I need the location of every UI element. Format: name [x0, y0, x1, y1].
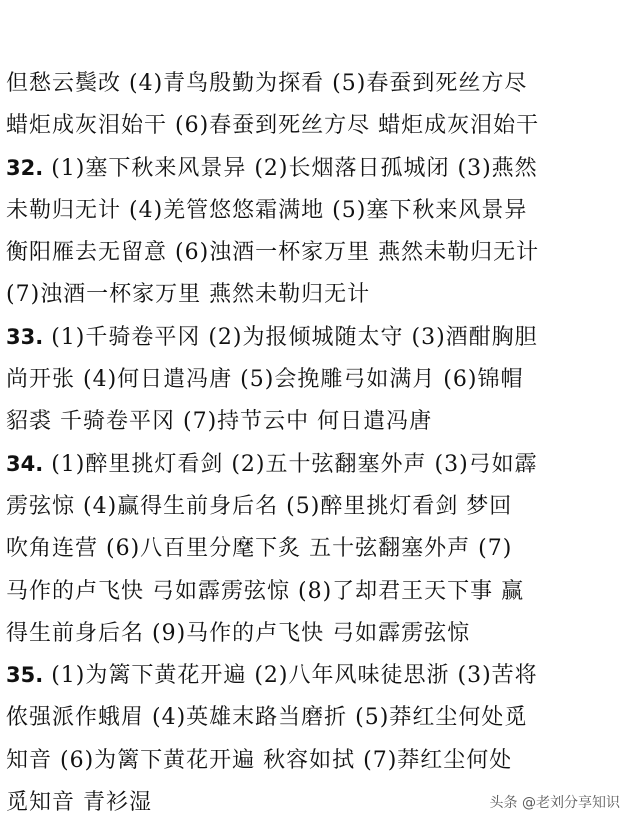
- text-line: [6, 231, 634, 273]
- line-text: 雳弦惊 (4)赢得生前身后名 (5)醉里挑灯看剑 梦回: [6, 493, 513, 519]
- text-line: [6, 273, 634, 315]
- line-text: 得生前身后名 (9)马作的卢飞快 弓如霹雳弦惊: [6, 620, 471, 646]
- text-line: [6, 104, 634, 146]
- question-number: 35.: [6, 663, 44, 688]
- line-text: (1)千骑卷平冈 (2)为报倾城随太守 (3)酒酣胸胆: [43, 324, 538, 350]
- text-line: [6, 316, 634, 358]
- text-line: [6, 189, 634, 231]
- question-number: 33.: [6, 324, 44, 349]
- line-text: 未勒归无计 (4)羌管悠悠霜满地 (5)塞下秋来风景异: [6, 197, 528, 223]
- line-text: 侬强派作蛾眉 (4)英雄末路当磨折 (5)莽红尘何处觅: [6, 705, 528, 731]
- document-page: [6, 62, 634, 823]
- line-text: 吹角连营 (6)八百里分麾下炙 五十弦翻塞外声 (7): [6, 536, 513, 562]
- line-text: (7)浊酒一杯家万里 燕然未勒归无计: [6, 282, 371, 308]
- line-text: 尚开张 (4)何日遣冯唐 (5)会挽雕弓如满月 (6)锦帽: [6, 367, 524, 393]
- text-line: [6, 62, 634, 104]
- line-text: (1)为篱下黄花开遍 (2)八年风味徒思浙 (3)苦将: [43, 663, 538, 689]
- text-line: [6, 485, 634, 527]
- line-text: 马作的卢飞快 弓如霹雳弦惊 (8)了却君王天下事 赢: [6, 578, 525, 604]
- text-line: [6, 358, 634, 400]
- text-line: [6, 147, 634, 189]
- text-line: [6, 527, 634, 569]
- line-text: 蜡炬成灰泪始干 (6)春蚕到死丝方尽 蜡炬成灰泪始干: [6, 113, 540, 139]
- line-text: 知音 (6)为篱下黄花开遍 秋容如拭 (7)莽红尘何处: [6, 747, 513, 773]
- question-number: 34.: [6, 451, 44, 476]
- line-text: 觅知音 青衫湿: [6, 790, 152, 816]
- text-line: [6, 570, 634, 612]
- text-line: [6, 739, 634, 781]
- text-line: [6, 612, 634, 654]
- line-text: (1)醉里挑灯看剑 (2)五十弦翻塞外声 (3)弓如霹: [43, 451, 538, 477]
- line-text: 衡阳雁去无留意 (6)浊酒一杯家万里 燕然未勒归无计: [6, 240, 540, 266]
- line-text: 貂裘 千骑卷平冈 (7)持节云中 何日遣冯唐: [6, 409, 433, 435]
- line-text: (1)塞下秋来风景异 (2)长烟落日孤城闭 (3)燕然: [43, 155, 538, 181]
- line-text: 但愁云鬓改 (4)青鸟殷勤为探看 (5)春蚕到死丝方尽: [6, 71, 528, 96]
- question-number: 32.: [6, 155, 44, 180]
- text-line: [6, 400, 634, 442]
- text-line: [6, 696, 634, 738]
- watermark: 头条 @老刘分享知识: [486, 791, 624, 813]
- text-line: [6, 654, 634, 696]
- text-line: [6, 443, 634, 485]
